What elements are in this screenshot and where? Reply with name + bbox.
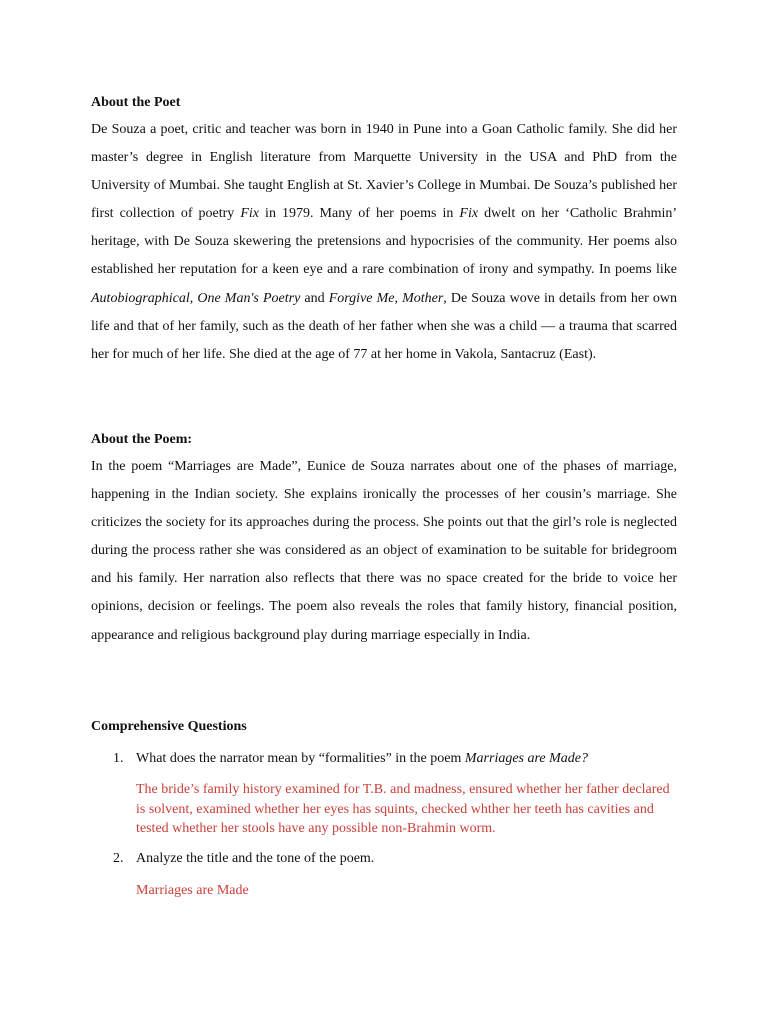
about-poet-heading: About the Poet — [91, 95, 181, 110]
poem-title-mother: Mother — [402, 290, 444, 306]
question-1-text — [136, 749, 588, 769]
about-poet-paragraph — [91, 116, 677, 369]
answer-1: The bride’s family history examined for T.B. and madness, ensured whether her father declared is solvent, examined whether her eyes has squints, checked whther her teeth has cavities and tested whether her stools have any possible non-Brahmin worm. — [136, 782, 670, 836]
poem-title-autobiographical: Autobiographical, One Man's Poetry — [91, 290, 301, 306]
question-1-number: 1. — [113, 751, 124, 766]
question-1-body: What does the narrator mean by “formalities” in the poem — [136, 751, 465, 766]
question-2-number: 2. — [113, 851, 124, 866]
poet-text-2: in 1979. Many of her poems in — [259, 206, 460, 222]
poet-text-5: , — [394, 290, 403, 306]
about-poem-paragraph: In the poem “Marriages are Made”, Eunice de Souza narrates about one of the phases of marriage, happening in the Indian society. She explains ironically the processes of her cousin’s marriage. She criticizes the society for its approaches during the process. She points out that the girl’s role is neglected during the process rather she was considered as an object of examination to be suitable for bridegroom and his family. Her narration also reflects that there was no space created for the bride to voice her opinions, decision or feelings. The poem also reveals the roles that family history, financial position, appearance and religious background play during marriage especially in India. — [91, 459, 677, 643]
poet-text-4: and — [300, 290, 329, 306]
poet-text-3: dwelt on her ‘Catholic Brahmin’ heritage, with De Souza skewering the pretensions and hypocrisies of the community. Her poems also established her reputation for a keen eye and a rare combination of irony and sympathy. In poems like — [91, 206, 678, 278]
poet-fix-1: Fix — [240, 206, 260, 222]
poet-fix-2: Fix — [459, 206, 479, 222]
poet-text-6: , De Souza wove in details from her own life and that of her family, such as the death of her father when she was a child — a trauma that scarred her for much of her life. She died at the age of 77 at her home in Vakola, Santacruz (East). — [91, 290, 677, 362]
poem-title-forgive-me: Forgive Me — [328, 290, 395, 306]
about-poem-heading: About the Poem: — [91, 432, 193, 447]
question-2-text: Analyze the title and the tone of the poem. — [136, 851, 375, 866]
answer-2: Marriages are Made — [136, 883, 249, 898]
poet-text-1: De Souza a poet, critic and teacher was born in 1940 in Pune into a Goan Catholic family. She did her master’s degree in English literature from Marquette University in the USA and PhD from the University of Mumbai. She taught English at St. Xavier’s College in Mumbai. De Souza’s published her first collection of poetry — [91, 122, 677, 222]
questions-heading: Comprehensive Questions — [91, 719, 247, 734]
question-1-poem-title: Marriages are Made? — [464, 751, 589, 766]
